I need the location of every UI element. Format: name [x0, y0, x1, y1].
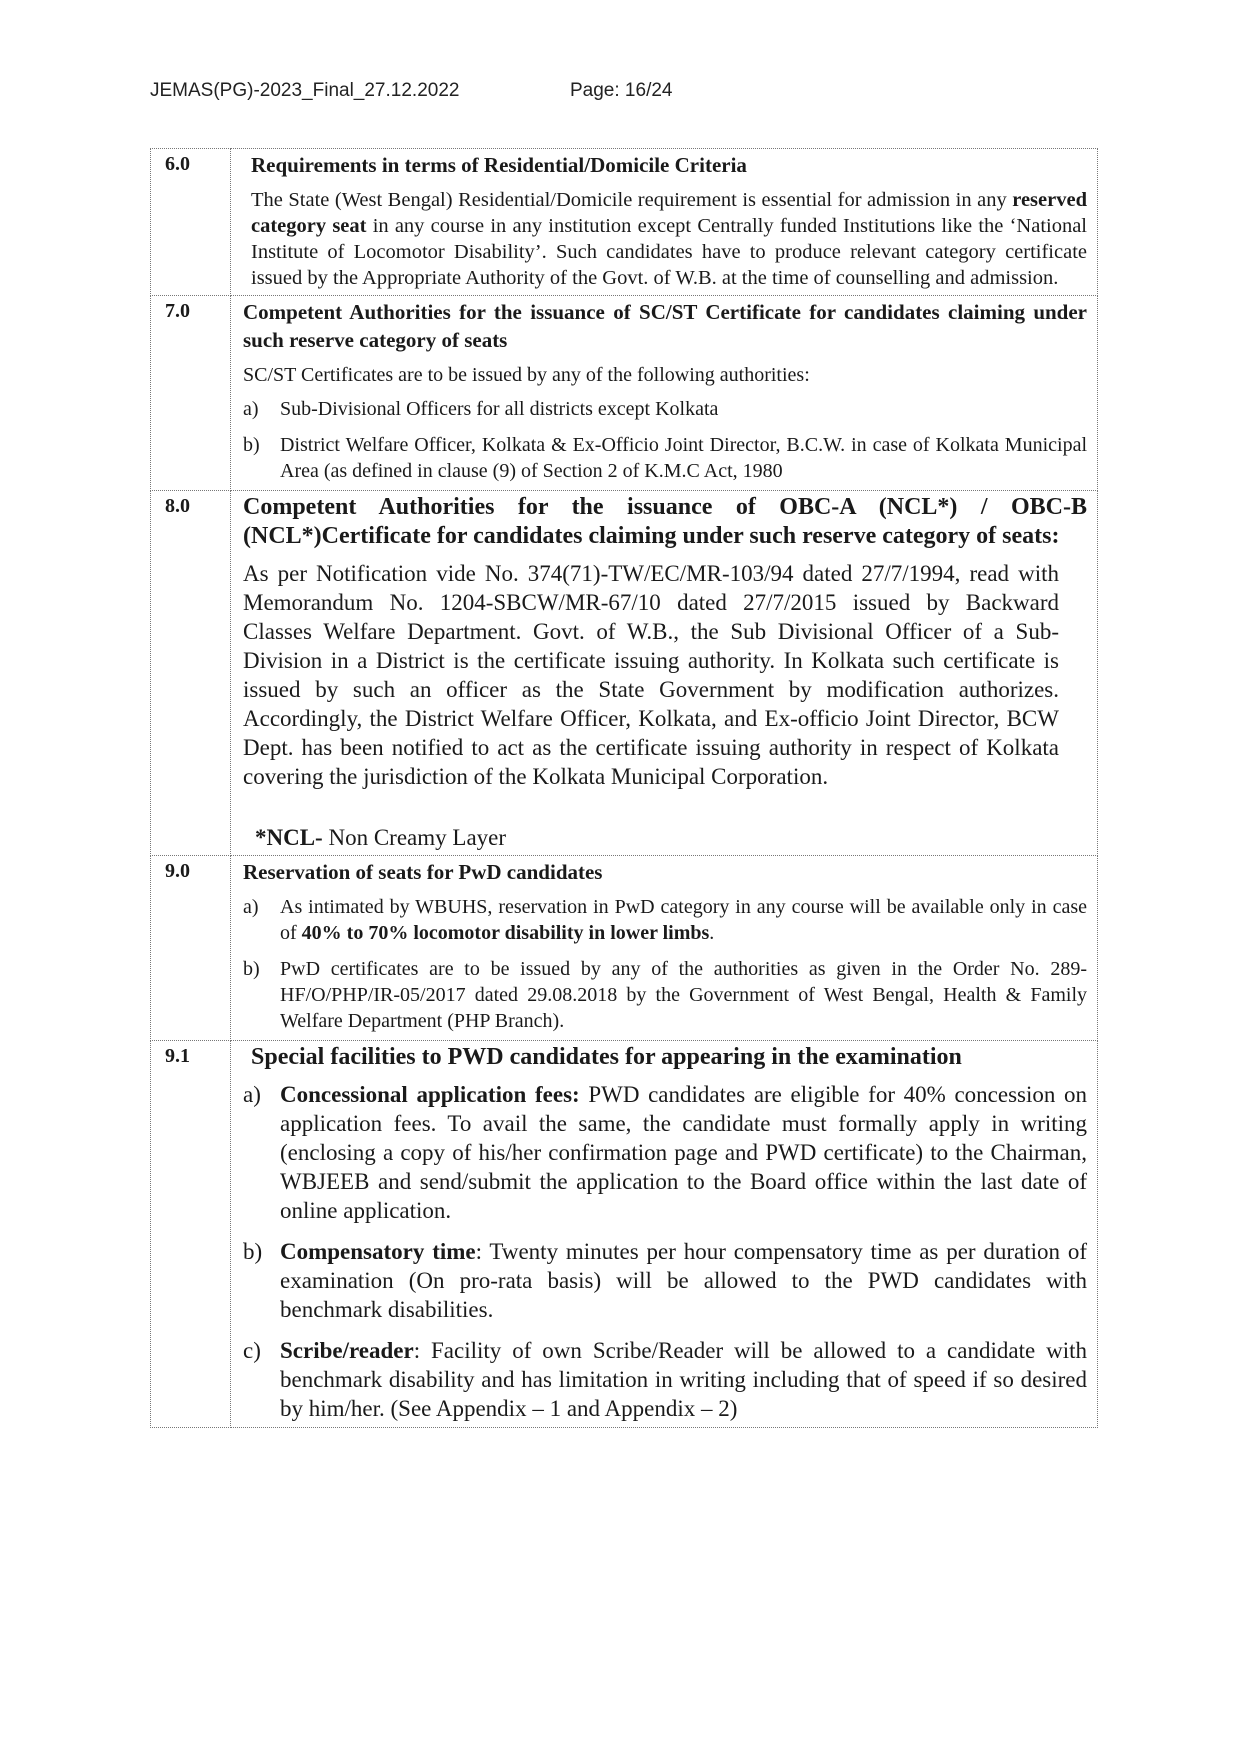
list-item: c) Scribe/reader: Facility of own Scribe/Reader will be allowed to a candidate with benchmark disability and has limitation in writing including that of speed if so desired by him/her. (See Appendix – 1 and Appendix – 2): [243, 1338, 1087, 1421]
section-content: [231, 491, 1098, 856]
bold-phrase: reserved category seat: [251, 189, 1087, 237]
page-number: Page: 16/24: [570, 80, 673, 101]
list-item: b) PwD certificates are to be issued by any of the authorities as given in the Order No. 289-HF/O/PHP/IR-05/2017 dated 29.08.2018 by the Government of West Bengal, Health & Family Welfare Department (PHP Branch).: [243, 958, 1087, 1032]
section-title: Competent Authorities for the issuance of OBC-A (NCL*) / OBC-B (NCL*)Certificate for candidates claiming under such reserve category of seats:: [243, 494, 1087, 549]
section-content: [231, 149, 1098, 296]
section-paragraph: As per Notification vide No. 374(71)-TW/EC/MR-103/94 dated 27/7/1994, read with Memorandum No. 1204-SBCW/MR-67/10 dated 27/7/2015 issued by Backward Classes Welfare Department. Govt. of W.B., the Sub Divisional Officer of a Sub- Division in a District is the certificate issuing authority. In Kolkata such certificate is issued by such an officer as the State Government by modification authorizes. Accordingly, the District Welfare Officer, Kolkata, and Ex-officio Joint Director, BCW Dept. has been notified to act as the certificate issuing authority in respect of Kolkata covering the jurisdiction of the Kolkata Municipal Corporation.: [243, 561, 1059, 789]
authority-list: [243, 396, 1087, 484]
table-row-8-0: [151, 491, 1098, 856]
list-item: a) Concessional application fees: PWD candidates are eligible for 40% concession on application fees. To avail the same, the candidate must formally apply in writing (enclosing a copy of his/her confirmation page and PWD certificate) to the Chairman, WBJEEB and send/submit the application to the Board office within the last date of online application.: [243, 1082, 1088, 1223]
list-item: a) As intimated by WBUHS, reservation in PwD category in any course will be available only in case of 40% to 70% locomotor disability in lower limbs.: [243, 896, 1087, 944]
eligibility-table: [150, 148, 1098, 1428]
section-number: 8.0: [151, 491, 231, 856]
section-number: 6.0: [151, 149, 231, 296]
section-intro: SC/ST Certificates are to be issued by any of the following authorities:: [243, 364, 810, 386]
list-item: a) Sub-Divisional Officers for all districts except Kolkata: [243, 398, 719, 420]
section-content: [231, 1041, 1098, 1428]
list-item: b) Compensatory time: Twenty minutes per hour compensatory time as per duration of examination (On pro-rata basis) will be allowed to the PWD candidates with benchmark disabilities.: [243, 1239, 1088, 1322]
section-title: Competent Authorities for the issuance of SC/ST Certificate for candidates claiming under such reserve category of seats: [243, 300, 1087, 352]
section-content: [231, 296, 1098, 491]
section-paragraph: The State (West Bengal) Residential/Domicile requirement is essential for admission in any reserved category seat in any course in any institution except Centrally funded Institutions like the ‘National Institute of Locomotor Disability’. Such candidates have to produce relevant category certificate issued by the Appropriate Authority of the Govt. of W.B. at the time of counselling and admission.: [251, 189, 1088, 289]
section-title: Reservation of seats for PwD candidates: [243, 860, 603, 884]
table-row-9-0: [151, 856, 1098, 1041]
section-number: 9.1: [151, 1041, 231, 1428]
section-content: [231, 856, 1098, 1041]
section-number: 7.0: [151, 296, 231, 491]
pwd-list: [243, 894, 1087, 1034]
table-row-9-1: [151, 1041, 1098, 1428]
table-row-7-0: [151, 296, 1098, 491]
ncl-footnote: *NCL- Non Creamy Layer: [255, 825, 507, 850]
section-title: Special facilities to PWD candidates for appearing in the examination: [251, 1044, 962, 1070]
facilities-list: [243, 1080, 1087, 1423]
section-number: 9.0: [151, 856, 231, 1041]
document-id: JEMAS(PG)-2023_Final_27.12.2022: [150, 80, 460, 101]
section-title: Requirements in terms of Residential/Domicile Criteria: [251, 153, 747, 177]
table-row-6-0: [151, 149, 1098, 296]
list-item: b) District Welfare Officer, Kolkata & Ex-Officio Joint Director, B.C.W. in case of Kolkata Municipal Area (as defined in clause (9) of Section 2 of K.M.C Act, 1980: [243, 434, 1087, 482]
